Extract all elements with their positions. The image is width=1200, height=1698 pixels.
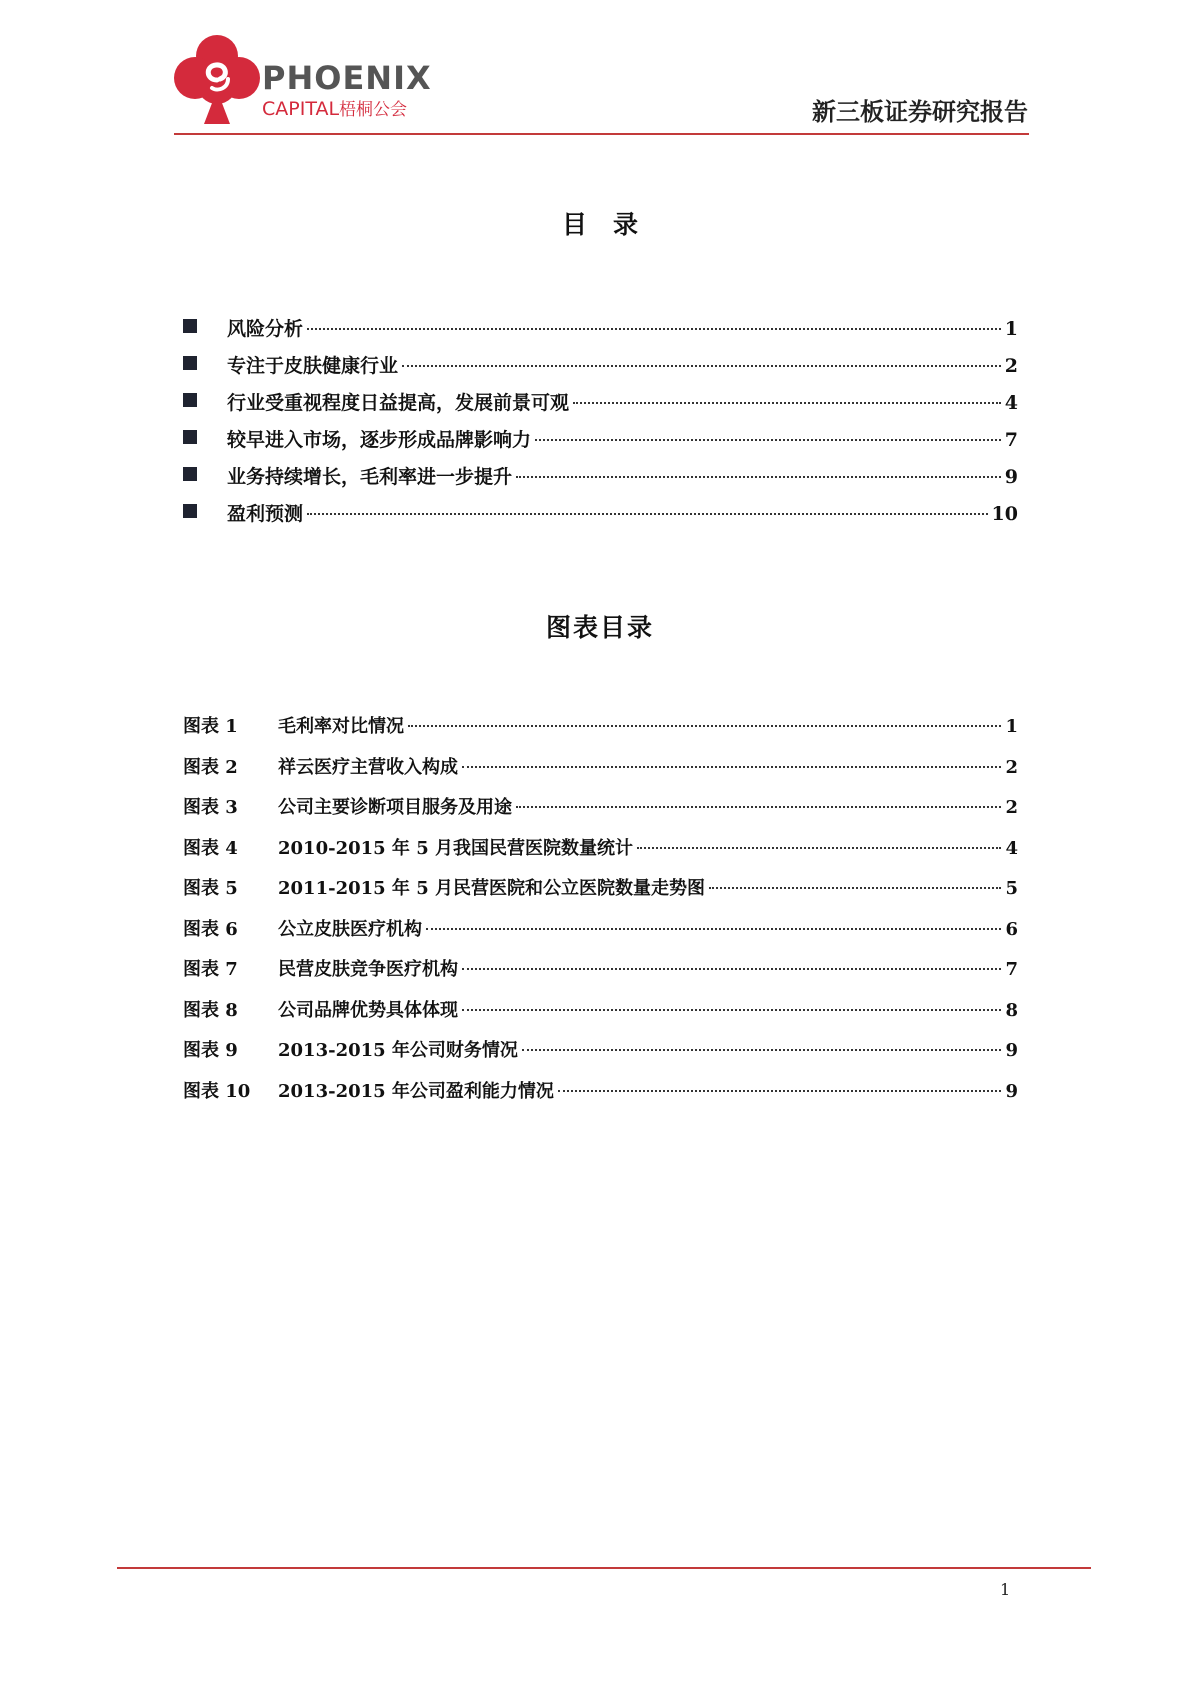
company-logo [174, 32, 432, 126]
toc-item-label: 专注于皮肤健康行业 [227, 355, 399, 377]
toc-item[interactable] [183, 499, 1018, 536]
figure-number: 图表 9 [183, 1040, 238, 1061]
leader-dots [462, 968, 1001, 970]
figure-list [183, 712, 1018, 1117]
page-header [174, 30, 1028, 136]
figure-number: 图表 6 [183, 918, 238, 940]
figure-number: 图表 4 [183, 837, 238, 859]
square-bullet-icon [183, 430, 197, 444]
square-bullet-icon [183, 319, 197, 333]
figure-item[interactable] [183, 874, 1018, 915]
brand-sub-en: CAPITAL [262, 98, 340, 120]
figure-page: 8 [1005, 999, 1018, 1021]
figure-item[interactable] [183, 915, 1018, 956]
figure-label: 毛利率对比情况 [278, 716, 404, 737]
leader-dots [307, 328, 1001, 330]
page-number: 1 [1000, 1580, 1011, 1599]
figure-label: 2011-2015 年 5 月民营医院和公立医院数量走势图 [278, 878, 705, 899]
leader-dots [558, 1090, 1002, 1092]
figure-label: 公立皮肤医疗机构 [278, 918, 422, 940]
figure-label: 祥云医疗主营收入构成 [278, 756, 458, 778]
leader-dots [516, 476, 1001, 478]
toc-list [183, 314, 1018, 536]
toc-item[interactable] [183, 425, 1018, 462]
figure-item[interactable] [183, 834, 1018, 875]
toc-item-page: 2 [1004, 355, 1018, 377]
square-bullet-icon [183, 356, 197, 370]
figure-page: 1 [1005, 716, 1018, 737]
figure-item[interactable] [183, 753, 1018, 794]
leader-dots [573, 402, 1001, 404]
leader-dots [709, 887, 1001, 889]
figure-number: 图表 8 [183, 999, 238, 1021]
brand-sub-cn: 梧桐公会 [339, 100, 408, 120]
toc-item-label: 风险分析 [227, 318, 304, 340]
figure-number: 图表 5 [183, 878, 238, 899]
leader-dots [522, 1049, 1002, 1051]
leader-dots [408, 725, 1001, 727]
leader-dots [462, 1009, 1001, 1011]
toc-item[interactable] [183, 351, 1018, 388]
figure-label: 2010-2015 年 5 月我国民营医院数量统计 [278, 837, 633, 859]
figure-label: 2013-2015 年公司盈利能力情况 [278, 1080, 554, 1102]
toc-item-page: 1 [1004, 318, 1018, 340]
figure-label: 民营皮肤竞争医疗机构 [278, 959, 458, 980]
brand-name: PHOENIX [262, 59, 432, 97]
report-type-title: 新三板证券研究报告 [812, 98, 1028, 126]
figure-item[interactable] [183, 955, 1018, 996]
figure-item[interactable] [183, 793, 1018, 834]
toc-item[interactable] [183, 388, 1018, 425]
toc-item-page: 4 [1004, 392, 1018, 414]
figure-list-title: 图表目录 [545, 613, 654, 642]
toc-item-label: 较早进入市场，逐步形成品牌影响力 [227, 429, 532, 451]
toc-item[interactable] [183, 314, 1018, 351]
leader-dots [426, 928, 1001, 930]
figure-page: 9 [1005, 1040, 1018, 1061]
square-bullet-icon [183, 504, 197, 518]
leader-dots [637, 847, 1001, 849]
figure-number: 图表 2 [183, 756, 238, 778]
figure-label: 公司主要诊断项目服务及用途 [278, 797, 512, 818]
figure-page: 9 [1005, 1080, 1018, 1102]
figure-page: 2 [1005, 756, 1018, 778]
square-bullet-icon [183, 467, 197, 481]
figure-number: 图表 10 [183, 1080, 251, 1102]
toc-item[interactable] [183, 462, 1018, 499]
figure-number: 图表 1 [183, 716, 238, 737]
figure-item[interactable] [183, 1036, 1018, 1077]
figure-page: 7 [1005, 959, 1018, 980]
figure-label: 公司品牌优势具体体现 [278, 999, 458, 1021]
leader-dots [462, 766, 1001, 768]
figure-page: 2 [1005, 797, 1018, 818]
toc-item-page: 10 [991, 503, 1018, 525]
brand-subtitle [262, 98, 432, 121]
header-divider [174, 133, 1029, 135]
leader-dots [307, 513, 988, 515]
toc-item-label: 业务持续增长，毛利率进一步提升 [227, 466, 513, 488]
figure-page: 5 [1005, 878, 1018, 899]
leader-dots [535, 439, 1001, 441]
toc-title: 目录 [561, 210, 664, 239]
toc-item-page: 7 [1004, 429, 1018, 451]
square-bullet-icon [183, 393, 197, 407]
figure-item[interactable] [183, 712, 1018, 753]
toc-item-label: 行业受重视程度日益提高，发展前景可观 [227, 392, 570, 414]
toc-item-page: 9 [1004, 466, 1018, 488]
leader-dots [402, 365, 1001, 367]
leader-dots [516, 806, 1001, 808]
figure-item[interactable] [183, 1077, 1018, 1118]
figure-number: 图表 7 [183, 959, 238, 980]
figure-label: 2013-2015 年公司财务情况 [278, 1040, 518, 1061]
figure-page: 4 [1005, 837, 1018, 859]
figure-page: 6 [1005, 918, 1018, 940]
figure-item[interactable] [183, 996, 1018, 1037]
phoenix-flower-logo-icon [174, 32, 260, 126]
toc-item-label: 盈利预测 [227, 503, 304, 525]
footer-divider [117, 1567, 1091, 1569]
figure-number: 图表 3 [183, 797, 238, 818]
